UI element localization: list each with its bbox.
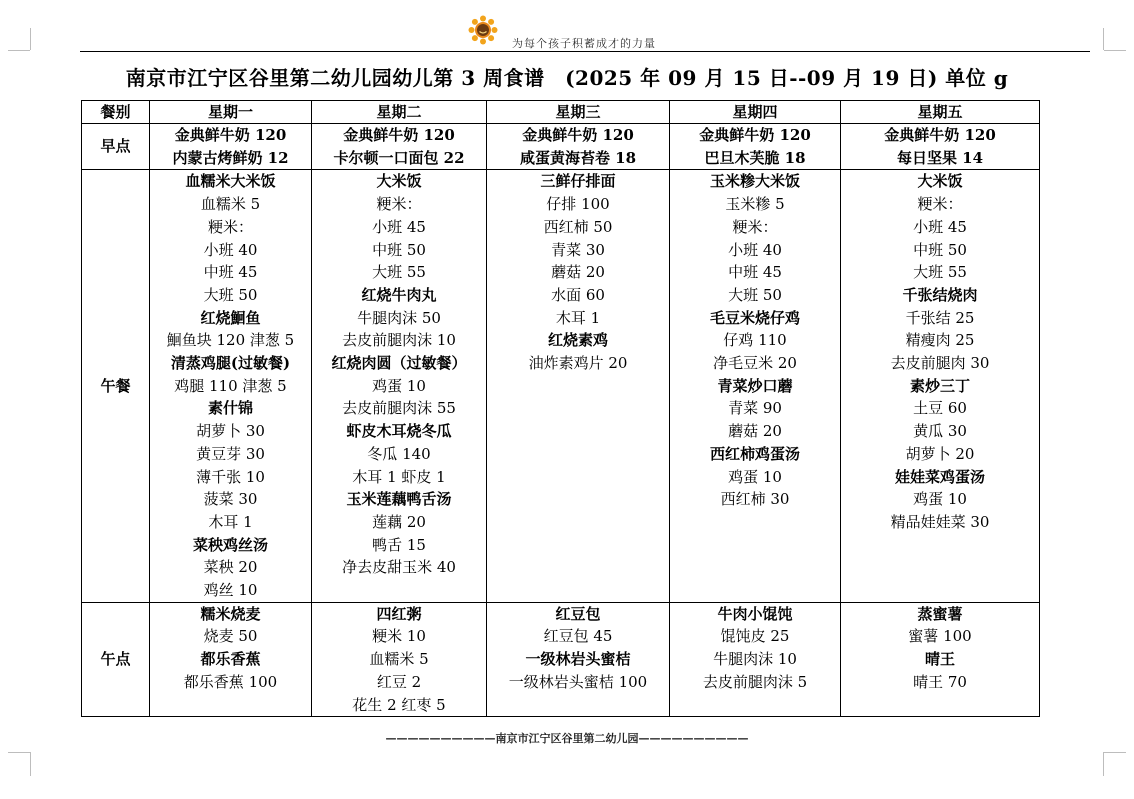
ingredient-line: 小班 40 — [203, 240, 258, 259]
ingredient-line: 鸡丝 10 — [203, 581, 258, 600]
ingredient-line: 黄豆芽 30 — [196, 444, 265, 463]
ingredient-line: 蜜薯 100 — [908, 627, 972, 646]
ingredient-line: 净毛豆米 20 — [713, 354, 797, 373]
table-header-row — [82, 101, 1040, 124]
dish-name: 千张结烧肉 — [902, 285, 978, 304]
dish-name: 金典鲜牛奶 120 — [699, 126, 811, 144]
table-row — [82, 124, 1040, 170]
menu-cell — [670, 602, 841, 717]
column-header-day: 星期四 — [670, 101, 841, 124]
column-header-day: 星期五 — [841, 101, 1040, 124]
dish-name: 每日坚果 14 — [896, 148, 984, 167]
ingredient-line: 中班 50 — [913, 240, 967, 259]
dish-name: 红豆包 — [555, 604, 601, 623]
dish-name: 卡尔顿一口面包 22 — [333, 148, 465, 167]
meal-label: 早点 — [82, 124, 150, 170]
ingredient-line: 大班 55 — [372, 263, 426, 282]
menu-cell — [312, 124, 487, 170]
ingredient-line: 青菜 30 — [551, 240, 605, 259]
ingredient-line: 胡萝卜 20 — [905, 444, 975, 463]
meal-label: 午餐 — [82, 170, 150, 602]
ingredient-line: 小班 45 — [913, 217, 967, 236]
header-slogan: 为每个孩子积蓄成才的力量 — [512, 37, 656, 50]
ingredient-line: 鸡腿 110 津葱 5 — [174, 376, 287, 395]
dish-name: 金典鲜牛奶 120 — [522, 126, 634, 144]
ingredient-line: 净去皮甜玉米 40 — [342, 558, 456, 577]
ingredient-line: 大班 55 — [913, 263, 967, 282]
dish-name: 一级林岩头蜜桔 — [525, 650, 631, 669]
dish-name: 四红粥 — [376, 604, 422, 623]
ingredient-line: 小班 40 — [728, 240, 782, 259]
dish-name: 西红柿鸡蛋汤 — [709, 444, 800, 463]
menu-cell — [670, 124, 841, 170]
column-header-day: 星期一 — [150, 101, 312, 124]
menu-cell — [150, 170, 312, 602]
ingredient-line: 大班 50 — [728, 285, 782, 304]
menu-cell — [312, 602, 487, 717]
ingredient-line: 菜秧 20 — [203, 558, 258, 577]
menu-cell — [487, 170, 670, 602]
ingredient-line: 莲藕 20 — [372, 512, 426, 531]
ingredient-line: 都乐香蕉 100 — [183, 672, 278, 691]
ingredient-line: 红豆包 45 — [543, 627, 613, 646]
dish-name: 金典鲜牛奶 120 — [884, 126, 996, 144]
dish-name: 三鲜仔排面 — [540, 172, 616, 191]
ingredient-line: 玉米糁 5 — [725, 195, 785, 214]
ingredient-line: 鸡蛋 10 — [728, 467, 782, 486]
ingredient-line: 青菜 90 — [728, 399, 782, 418]
dish-name: 金典鲜牛奶 120 — [174, 126, 287, 144]
dish-name: 玉米莲藕鸭舌汤 — [346, 490, 452, 509]
ingredient-line: 菠菜 30 — [203, 490, 258, 509]
dish-name: 金典鲜牛奶 120 — [343, 126, 455, 144]
ingredient-line: 牛腿肉沫 10 — [713, 650, 797, 669]
ingredient-line: 西红柿 50 — [543, 217, 613, 236]
crop-mark — [8, 752, 30, 753]
dish-name: 蒸蜜薯 — [917, 604, 963, 623]
crop-mark — [30, 28, 31, 50]
dish-name: 红烧鮰鱼 — [200, 308, 261, 327]
ingredient-line: 花生 2 红枣 5 — [352, 695, 446, 714]
ingredient-line: 仔鸡 110 — [723, 331, 787, 350]
ingredient-line: 粳米： — [917, 195, 963, 214]
column-header-day: 星期三 — [487, 101, 670, 124]
ingredient-line: 中班 45 — [728, 263, 782, 282]
header-divider — [80, 51, 1090, 52]
ingredient-line: 馄饨皮 25 — [720, 627, 790, 646]
dish-name: 咸蛋黄海苔卷 18 — [519, 148, 637, 167]
dish-name: 大米饭 — [917, 172, 963, 191]
dish-name: 红烧肉圆（过敏餐） — [331, 354, 467, 373]
crop-mark — [1103, 752, 1104, 776]
dish-name: 娃娃菜鸡蛋汤 — [894, 467, 985, 486]
ingredient-line: 土豆 60 — [913, 399, 967, 418]
dish-name: 大米饭 — [376, 172, 422, 191]
menu-cell — [841, 602, 1040, 717]
dish-name: 清蒸鸡腿(过敏餐) — [170, 354, 291, 373]
table-row — [82, 170, 1040, 602]
ingredient-line: 精品娃娃菜 30 — [890, 512, 990, 531]
ingredient-line: 鸡蛋 10 — [913, 490, 967, 509]
column-header-meal: 餐别 — [82, 101, 150, 124]
ingredient-line: 仔排 100 — [546, 195, 610, 214]
dish-name: 红烧牛肉丸 — [361, 285, 437, 304]
dish-name: 血糯米大米饭 — [185, 172, 276, 191]
ingredient-line: 一级林岩头蜜桔 100 — [508, 672, 648, 691]
dish-name: 都乐香蕉 — [200, 650, 261, 669]
dish-name: 虾皮木耳烧冬瓜 — [346, 422, 452, 441]
ingredient-line: 大班 50 — [203, 285, 258, 304]
ingredient-line: 去皮前腿肉 30 — [890, 354, 990, 373]
footer-text: ——————————南京市江宁区谷里第二幼儿园—————————— — [385, 732, 749, 745]
crop-mark — [8, 50, 30, 51]
crop-mark — [30, 752, 31, 776]
meal-label: 午点 — [82, 602, 150, 717]
dish-name: 晴王 — [924, 650, 955, 669]
ingredient-line: 黄瓜 30 — [913, 422, 967, 441]
ingredient-line: 胡萝卜 30 — [196, 422, 265, 441]
ingredient-line: 去皮前腿肉沫 5 — [702, 672, 808, 691]
ingredient-line: 千张结 25 — [905, 308, 975, 327]
menu-cell — [150, 124, 312, 170]
dish-name: 毛豆米烧仔鸡 — [709, 308, 800, 327]
sunflower-logo-icon — [468, 15, 498, 45]
ingredient-line: 血糯米 5 — [369, 650, 429, 669]
crop-mark — [1104, 50, 1126, 51]
dish-name: 菜秧鸡丝汤 — [192, 535, 268, 554]
ingredient-line: 中班 50 — [372, 240, 426, 259]
ingredient-line: 薄千张 10 — [196, 467, 265, 486]
menu-cell — [487, 124, 670, 170]
ingredient-line: 精瘦肉 25 — [905, 331, 975, 350]
crop-mark — [1104, 752, 1126, 753]
menu-cell — [487, 602, 670, 717]
ingredient-line: 冬瓜 140 — [367, 444, 431, 463]
ingredient-line: 鸭舌 15 — [372, 535, 426, 554]
menu-cell — [670, 170, 841, 602]
ingredient-line: 牛腿肉沫 50 — [357, 308, 441, 327]
dish-name: 糯米烧麦 — [200, 604, 261, 623]
dish-name: 素什锦 — [207, 399, 253, 418]
menu-cell — [841, 170, 1040, 602]
weekly-menu-table — [81, 100, 1040, 717]
dish-name: 青菜炒口蘑 — [717, 376, 793, 395]
ingredient-line: 粳米： — [376, 195, 422, 214]
table-row — [82, 602, 1040, 717]
dish-name: 红烧素鸡 — [547, 331, 608, 350]
ingredient-line: 去皮前腿肉沫 10 — [342, 331, 456, 350]
dish-name: 内蒙古烤鲜奶 12 — [172, 148, 289, 167]
dish-name: 素炒三丁 — [909, 376, 970, 395]
ingredient-line: 粳米 10 — [372, 627, 426, 646]
page-title: 南京市江宁区谷里第二幼儿园幼儿第 3 周食谱 (2025 年 09 月 15 日--09 月 19 日) 单位 g — [125, 66, 1009, 90]
ingredient-line: 水面 60 — [551, 285, 605, 304]
ingredient-line: 木耳 1 虾皮 1 — [352, 467, 446, 486]
menu-cell — [312, 170, 487, 602]
ingredient-line: 鸡蛋 10 — [372, 376, 426, 395]
dish-name: 玉米糁大米饭 — [709, 172, 800, 191]
ingredient-line: 血糯米 5 — [200, 195, 261, 214]
dish-name: 巴旦木芙脆 18 — [704, 148, 806, 167]
ingredient-line: 西红柿 30 — [720, 490, 790, 509]
ingredient-line: 红豆 2 — [376, 672, 422, 691]
ingredient-line: 烧麦 50 — [203, 627, 258, 646]
ingredient-line: 粳米： — [732, 217, 778, 236]
ingredient-line: 蘑菇 20 — [728, 422, 782, 441]
ingredient-line: 中班 45 — [203, 263, 258, 282]
crop-mark — [1103, 28, 1104, 50]
ingredient-line: 蘑菇 20 — [551, 263, 605, 282]
ingredient-line: 去皮前腿肉沫 55 — [342, 399, 456, 418]
menu-cell — [150, 602, 312, 717]
ingredient-line: 小班 45 — [372, 217, 426, 236]
ingredient-line: 粳米： — [207, 217, 253, 236]
column-header-day: 星期二 — [312, 101, 487, 124]
ingredient-line: 鮰鱼块 120 津葱 5 — [166, 331, 295, 350]
ingredient-line: 晴王 70 — [913, 672, 967, 691]
ingredient-line: 油炸素鸡片 20 — [528, 354, 628, 373]
menu-cell — [841, 124, 1040, 170]
ingredient-line: 木耳 1 — [555, 308, 601, 327]
ingredient-line: 木耳 1 — [208, 512, 253, 531]
dish-name: 牛肉小馄饨 — [717, 604, 793, 623]
